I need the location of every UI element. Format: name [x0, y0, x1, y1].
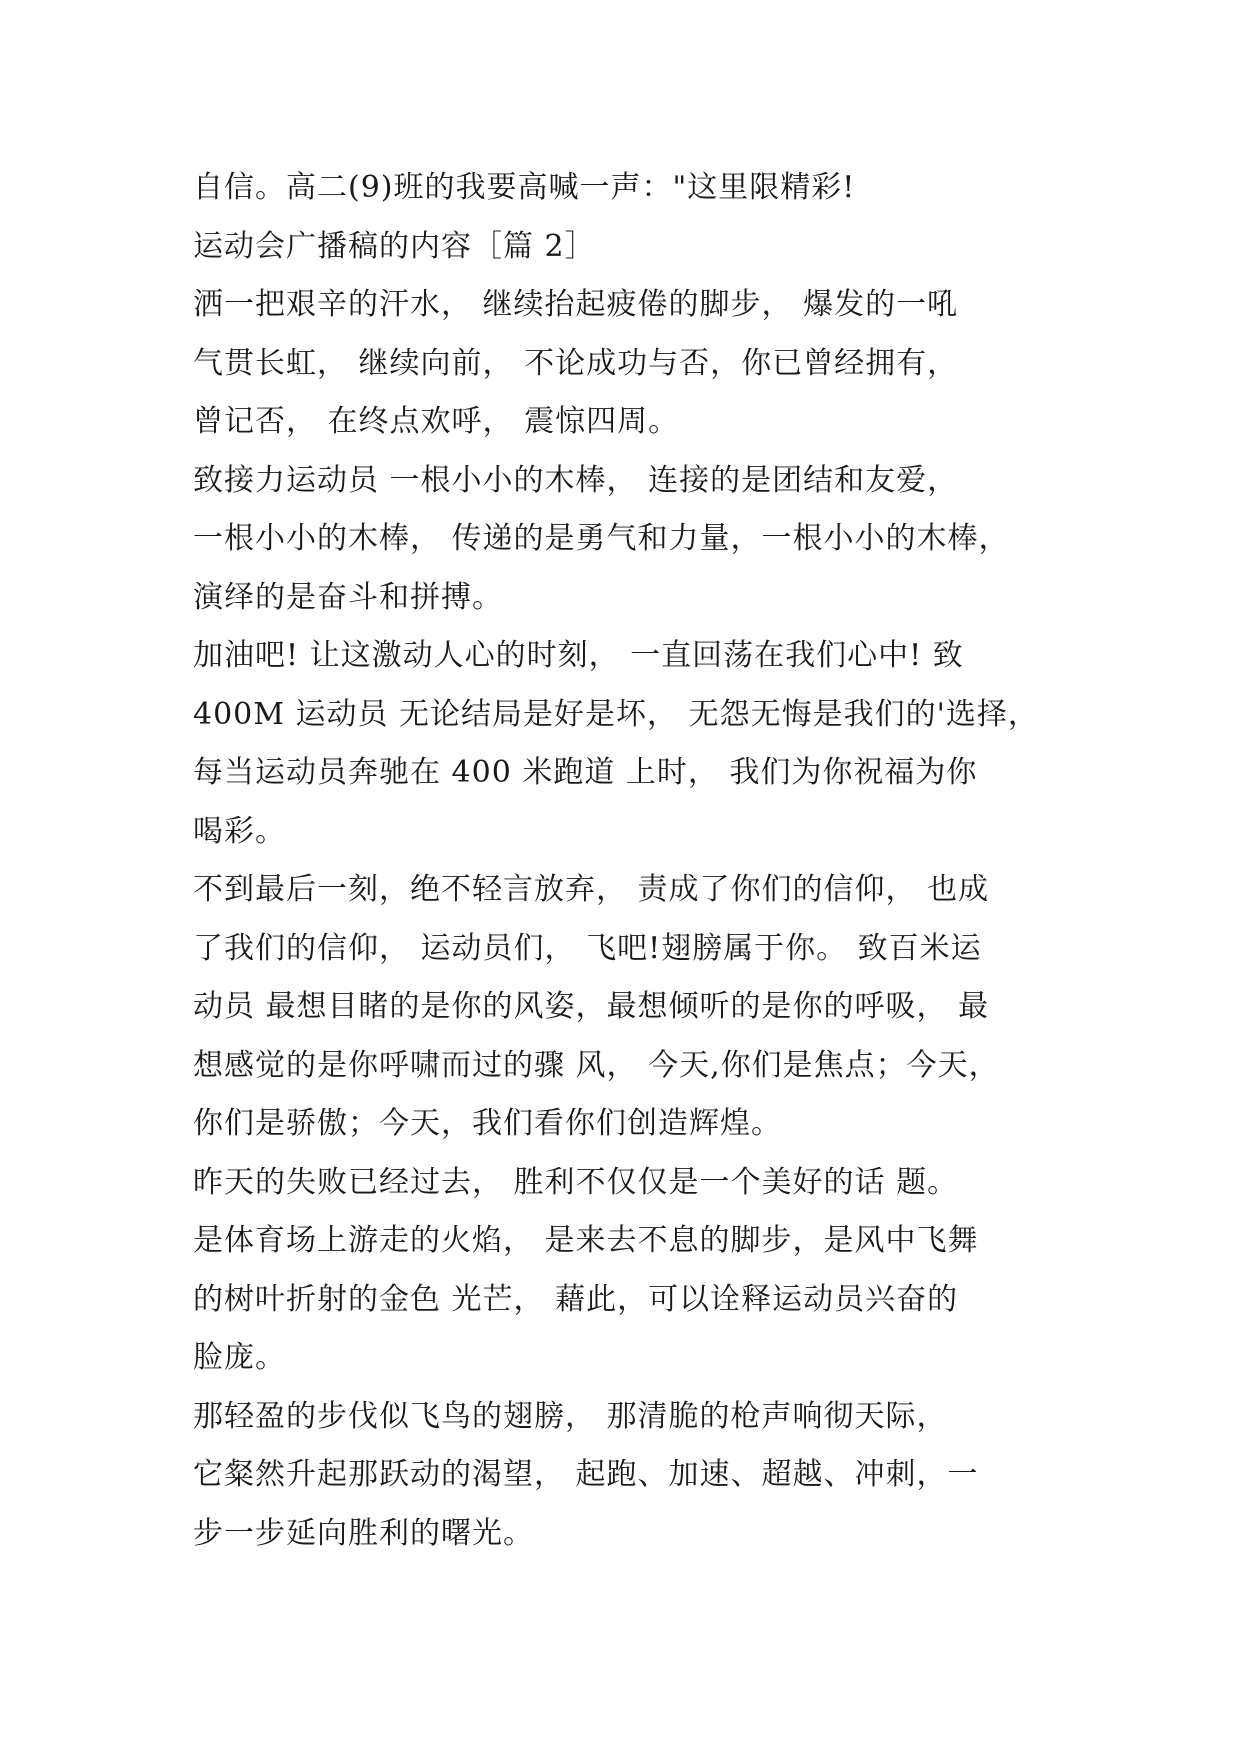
text-line: 气贯长虹， 继续向前， 不论成功与否，你已曾经拥有， — [193, 345, 959, 381]
text-line: 喝彩。 — [193, 813, 286, 849]
text-line: 那轻盈的步伐似飞鸟的翅膀， 那清脆的枪声响彻天际， — [193, 1398, 948, 1434]
section-heading: 运动会广播稿的内容［篇 2］ — [193, 228, 596, 264]
text-line: 洒一把艰辛的汗水， 继续抬起疲倦的脚步， 爆发的一吼 — [193, 287, 959, 322]
text-line: 每当运动员奔驰在 400 米跑道 上时， 我们为你祝福为你 — [193, 755, 978, 790]
text-line: 昨天的失败已经过去， 胜利不仅仅是一个美好的话 题。 — [193, 1164, 959, 1200]
text-line: 是体育场上游走的火焰， 是来去不息的脚步，是风中飞舞 — [193, 1223, 979, 1258]
text-line: 曾记否， 在终点欢呼， 震惊四周。 — [193, 404, 680, 439]
text-line: 不到最后一刻，绝不轻言放弃， 责成了你们的信仰， 也成 — [193, 872, 990, 907]
text-line: 一根小小的木棒， 传递的是勇气和力量，一根小小的木棒， — [193, 521, 1010, 556]
text-line: 演绎的是奋斗和拼搏。 — [193, 579, 503, 615]
text-line: 动员 最想目睹的是你的风姿，最想倾听的是你的呼吸， 最 — [193, 989, 990, 1024]
text-line: 自信。高二(9)班的我要高喊一声："这里限精彩! — [193, 170, 856, 205]
text-line: 了我们的信仰， 运动员们， 飞吧!翅膀属于你。 致百米运 — [193, 930, 982, 966]
text-line: 你们是骄傲；今天，我们看你们创造辉煌。 — [193, 1106, 782, 1141]
body-text — [193, 159, 1093, 1563]
text-line: 加油吧! 让这激动人心的时刻， 一直回荡在我们心中! 致 — [193, 638, 964, 673]
text-line: 400M 运动员 无论结局是好是坏， 无怨无悔是我们的'选择， — [193, 696, 1039, 732]
text-line: 想感觉的是你呼啸而过的骤 风， 今天,你们是焦点；今天， — [193, 1047, 1000, 1083]
text-line: 步一步延向胜利的曙光。 — [193, 1515, 534, 1551]
text-line: 的树叶折射的金色 光芒， 藉此，可以诠释运动员兴奋的 — [193, 1281, 959, 1317]
text-line: 致接力运动员 一根小小的木棒， 连接的是团结和友爱， — [193, 462, 959, 498]
text-line: 它粲然升起那跃动的渴望， 起跑、加速、超越、冲刺，一 — [193, 1457, 979, 1492]
text-line: 脸庞。 — [193, 1340, 286, 1375]
